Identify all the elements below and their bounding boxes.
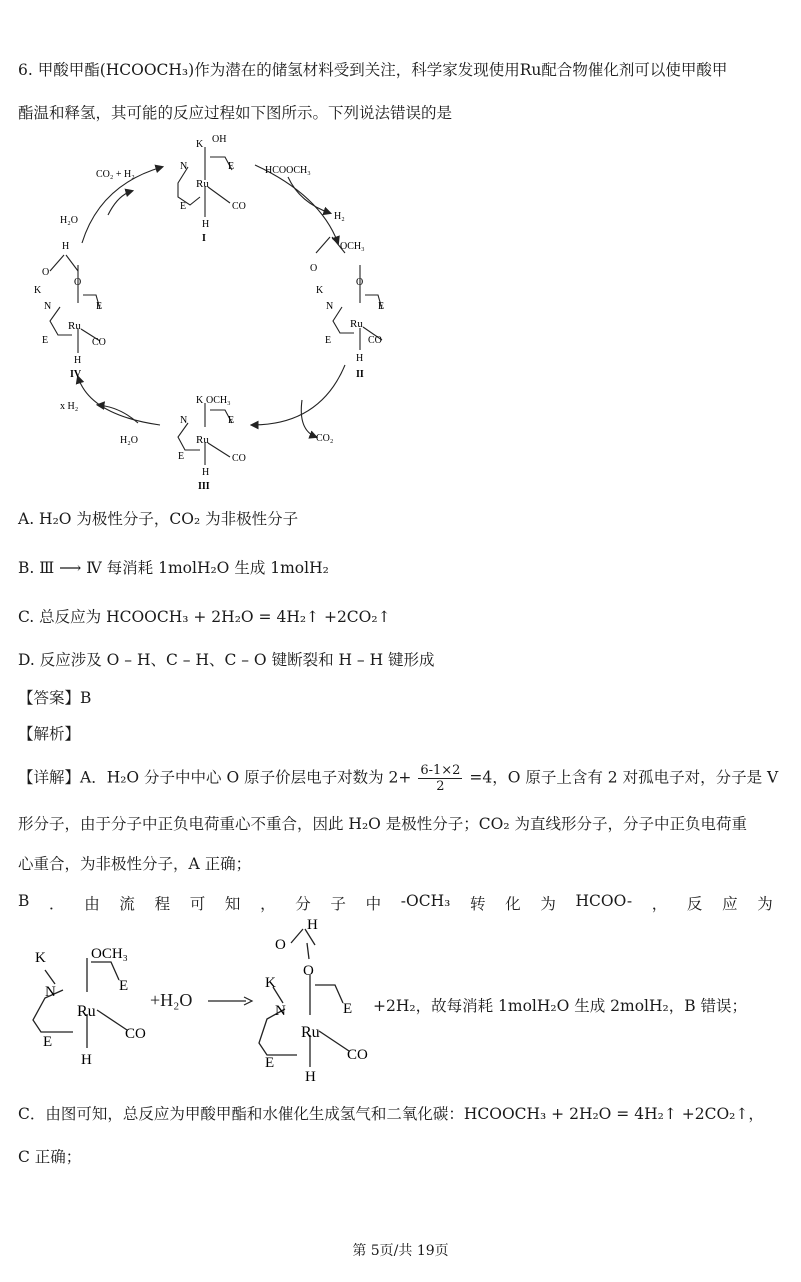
word: -OCH₃	[400, 892, 451, 910]
word: B	[18, 892, 30, 910]
och3-label: OCH₃	[91, 946, 128, 962]
co-label: CO	[347, 1047, 368, 1063]
h-label: H	[307, 917, 318, 933]
word: ，	[260, 895, 276, 913]
fraction	[418, 763, 462, 794]
word: 为	[757, 895, 773, 913]
h-label: H	[81, 1052, 92, 1068]
o-label: O	[74, 277, 82, 288]
o-label: O	[42, 267, 50, 278]
question-line-1: 6. 甲酸甲酯(HCOOCH₃)作为潜在的储氢材料受到关注，科学家发现使用Ru配合物催化剂可以使甲酸甲	[18, 61, 728, 79]
e-label: E	[378, 301, 385, 312]
option-a: A. H₂O 为极性分子，CO₂ 为非极性分子	[18, 510, 299, 528]
ru-label: Ru	[350, 318, 363, 330]
e-label: E	[43, 1034, 53, 1050]
word: 子	[330, 895, 346, 913]
detail-b-conclusion: +2H₂，故每消耗 1molH₂O 生成 2molH₂，B 错误；	[373, 997, 748, 1015]
fraction-denominator: 2	[436, 779, 445, 794]
o-label: O	[356, 277, 364, 288]
answer-tag: 【答案】	[18, 689, 81, 707]
ru-label: Ru	[196, 178, 209, 190]
analysis-tag: 【解析】	[18, 725, 81, 743]
co-label: CO	[368, 335, 382, 346]
word: 流	[119, 895, 135, 913]
n-label: N	[180, 415, 188, 426]
och3-label: OCH₃	[206, 395, 231, 406]
answer-line	[18, 686, 91, 708]
option-c: C. 总反应为 HCOOCH₃ + 2H₂O = 4H₂↑ +2CO₂↑	[18, 608, 391, 626]
n-label: N	[326, 301, 334, 312]
e-label: E	[180, 201, 187, 212]
word: 由	[84, 895, 100, 913]
n-label: N	[275, 1003, 286, 1019]
complex-label-IV: IV	[70, 369, 82, 380]
catalytic-cycle-diagram	[20, 125, 390, 495]
o-label: O	[303, 963, 314, 979]
co-label: CO	[232, 453, 246, 464]
product-xh2: x H₂	[60, 401, 79, 412]
h-label: H	[356, 353, 364, 364]
h-label: H	[202, 467, 210, 478]
o-label: O	[275, 937, 286, 953]
detail-b-line	[18, 892, 773, 914]
reagent-h2o-left: H₂O	[60, 215, 78, 226]
word: 程	[154, 895, 171, 913]
complex-label-III: III	[198, 481, 210, 492]
word: 转	[469, 895, 486, 913]
detail-a-line-3: 心重合，为非极性分子，A 正确；	[18, 855, 252, 873]
reagent-hcooch3: HCOOCH₃	[265, 165, 311, 176]
k-label: K	[35, 950, 46, 966]
k-label: K	[34, 285, 42, 296]
e-label: E	[42, 335, 49, 346]
reagent-h2o: H₂O	[120, 435, 138, 446]
word: ．	[49, 895, 65, 913]
word: 化	[505, 895, 521, 913]
k-label: K	[196, 395, 204, 406]
word: ，	[651, 895, 668, 913]
detail-c-line-1: C．由图可知，总反应为甲酸甲酯和水催化生成氢气和二氧化碳：HCOOCH₃ + 2H₂O = 4H₂↑ +2CO₂↑，	[18, 1105, 764, 1123]
detail-a-line-2: 形分子，由于分子中正负电荷重心不重合，因此 H₂O 是极性分子；CO₂ 为直线形分子，分子中正负电荷重	[18, 815, 748, 833]
ru-label: Ru	[77, 1003, 96, 1020]
word: 知	[224, 895, 241, 913]
n-label: N	[44, 301, 52, 312]
k-label: K	[316, 285, 324, 296]
h-label: H	[305, 1069, 316, 1085]
detail-c-line-2: C 正确；	[18, 1148, 82, 1166]
plus-h2o: +H₂O	[150, 990, 193, 1010]
e-label: E	[119, 978, 129, 994]
e-label: E	[343, 1001, 353, 1017]
ru-label: Ru	[68, 320, 81, 332]
k-label: K	[265, 975, 276, 991]
word: HCOO-	[575, 892, 633, 910]
och3-label: OCH₃	[340, 241, 365, 252]
word: 可	[189, 895, 206, 913]
e-label: E	[265, 1055, 275, 1071]
product-co2-h2: CO₂ + H₂	[96, 169, 135, 180]
product-h2: H₂	[334, 211, 345, 222]
fraction-numerator: 6-1×2	[420, 763, 461, 778]
e-label: E	[178, 451, 185, 462]
product-co2: CO₂	[316, 433, 334, 444]
complex-label-II: II	[356, 369, 364, 380]
option-b: B. Ⅲ ⟶ Ⅳ 每消耗 1molH₂O 生成 1molH₂	[18, 559, 329, 577]
e-label: E	[325, 335, 332, 346]
word: 分	[295, 895, 311, 913]
n-label: N	[45, 984, 56, 1000]
n-label: N	[180, 161, 188, 172]
o-label: O	[310, 263, 318, 274]
reaction-iii-structure	[15, 940, 165, 1070]
word: 为	[540, 895, 556, 913]
co-label: CO	[125, 1026, 146, 1042]
e-label: E	[96, 301, 103, 312]
h-label: H	[202, 219, 210, 230]
e-label: E	[228, 161, 235, 172]
h-label: H	[74, 355, 82, 366]
page-footer: 第 5页/共 19页	[352, 1243, 449, 1259]
k-label: K	[196, 139, 204, 150]
word: 中	[365, 895, 382, 913]
option-d: D. 反应涉及 O – H、C – H、C – O 键断裂和 H – H 键形成	[18, 651, 435, 669]
complex-label-I: I	[202, 233, 206, 244]
detail-a-text: 【详解】A．H₂O 分子中中心 O 原子价层电子对数为 2+	[18, 768, 412, 787]
answer-value: B	[80, 689, 92, 707]
h-label: H	[62, 241, 70, 252]
word: 反	[686, 895, 703, 913]
detail-a-line-1	[18, 763, 778, 794]
word: 应	[722, 895, 738, 913]
reaction-iv-structure	[245, 915, 375, 1085]
ru-label: Ru	[301, 1024, 320, 1041]
e-label: E	[228, 415, 235, 426]
question-line-2: 酯温和释氢，其可能的反应过程如下图所示。下列说法错误的是	[18, 104, 453, 122]
co-label: CO	[232, 201, 246, 212]
oh-label: OH	[212, 134, 227, 145]
detail-a-tail: =4，O 原子上含有 2 对孤电子对，分子是 V	[469, 768, 779, 787]
ru-label: Ru	[196, 434, 209, 446]
co-label: CO	[92, 337, 106, 348]
